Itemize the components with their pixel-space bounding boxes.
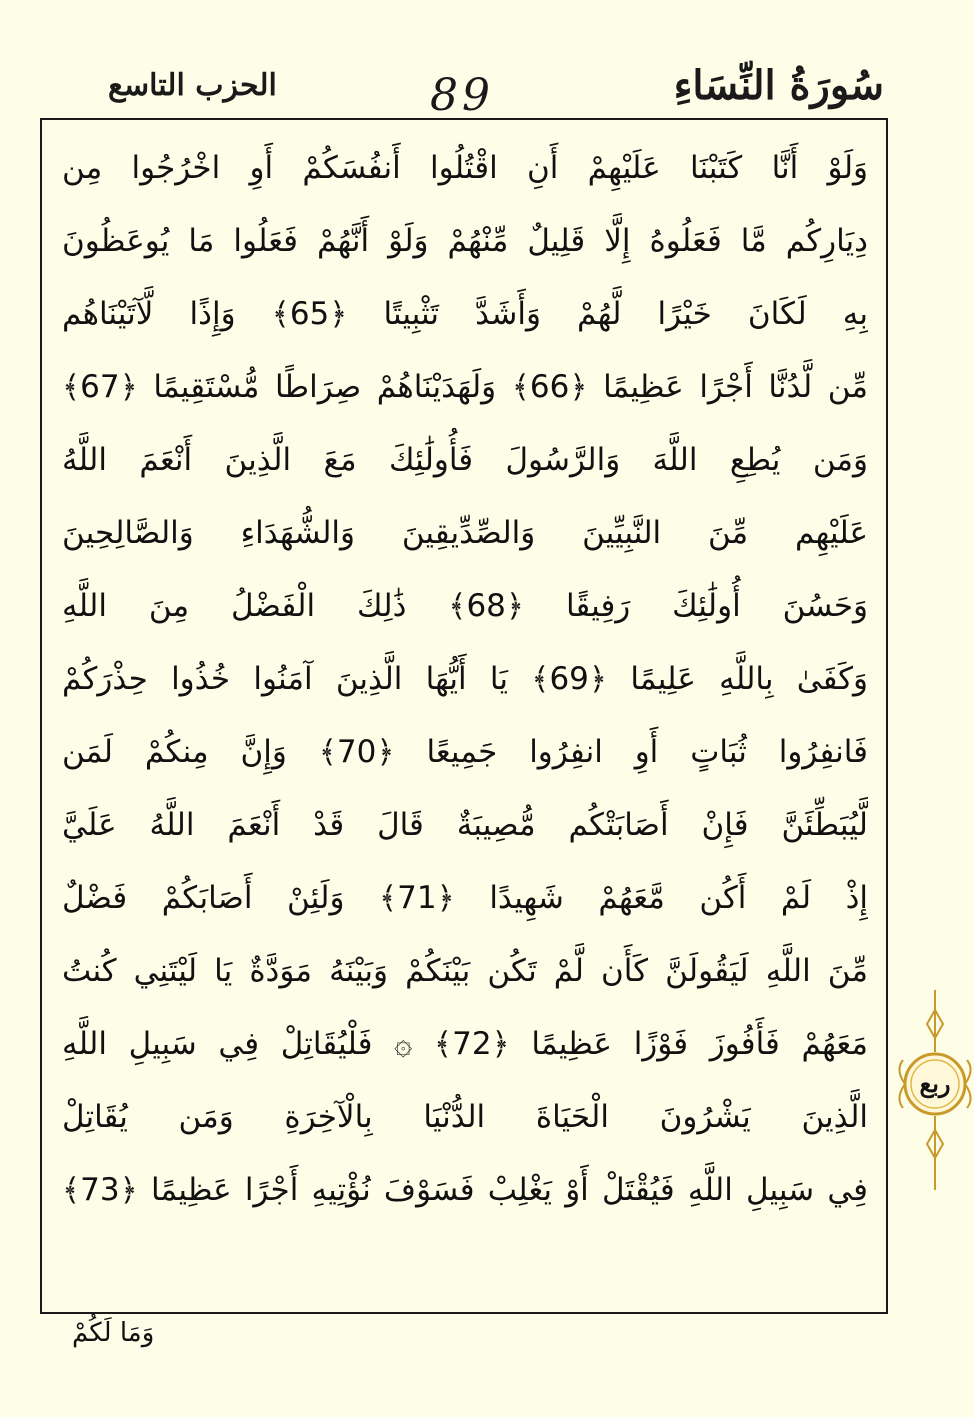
- page-header: [40, 62, 884, 121]
- verse-line: عَلَيْهِم مِّنَ النَّبِيِّينَ وَالصِّدِّيقِينَ وَالشُّهَدَاءِ وَالصَّالِحِينَ: [62, 515, 868, 551]
- verse-line: الَّذِينَ يَشْرُونَ الْحَيَاةَ الدُّنْيَا بِالْآخِرَةِ وَمَن يُقَاتِلْ: [62, 1099, 868, 1135]
- verse-line: فَانفِرُوا ثُبَاتٍ أَوِ انفِرُوا جَمِيعًا ﴿70﴾ وَإِنَّ مِنكُمْ لَمَن: [62, 734, 868, 770]
- verse-line: مِّن لَّدُنَّا أَجْرًا عَظِيمًا ﴿66﴾ وَلَهَدَيْنَاهُمْ صِرَاطًا مُّسْتَقِيمًا ﴿67﴾: [62, 369, 868, 405]
- page-number: 89: [430, 70, 494, 121]
- verse-lines: [62, 132, 868, 1227]
- verse-line: فِي سَبِيلِ اللَّهِ فَيُقْتَلْ أَوْ يَغْلِبْ فَسَوْفَ نُؤْتِيهِ أَجْرًا عَظِيمًا ﴿73﴾: [62, 1172, 868, 1208]
- catchword: وَمَا لَكُمْ: [72, 1318, 155, 1348]
- verse-line: مَعَهُمْ فَأَفُوزَ فَوْزًا عَظِيمًا ﴿72﴾ ۞ فَلْيُقَاتِلْ فِي سَبِيلِ اللَّهِ: [62, 1026, 868, 1062]
- verse-line: وَحَسُنَ أُولَٰئِكَ رَفِيقًا ﴿68﴾ ذَٰلِكَ الْفَضْلُ مِنَ اللَّهِ: [62, 588, 868, 624]
- verse-line: بِهِ لَكَانَ خَيْرًا لَّهُمْ وَأَشَدَّ تَثْبِيتًا ﴿65﴾ وَإِذًا لَّآتَيْنَاهُم: [62, 296, 868, 332]
- verse-line: مِّنَ اللَّهِ لَيَقُولَنَّ كَأَن لَّمْ تَكُن بَيْنَكُمْ وَبَيْنَهُ مَوَدَّةٌ يَا لَيْتَنِي كُنتُ: [62, 953, 868, 989]
- verse-line: إِذْ لَمْ أَكُن مَّعَهُمْ شَهِيدًا ﴿71﴾ وَلَئِنْ أَصَابَكُمْ فَضْلٌ: [62, 880, 868, 916]
- verse-line: لَّيُبَطِّئَنَّ فَإِنْ أَصَابَتْكُم مُّصِيبَةٌ قَالَ قَدْ أَنْعَمَ اللَّهُ عَلَيَّ: [62, 807, 868, 843]
- hizb-title: الحزب التاسع: [108, 68, 277, 103]
- rub-marker: [895, 990, 974, 1190]
- rub-label: ربع: [919, 1069, 951, 1098]
- verse-line: دِيَارِكُم مَّا فَعَلُوهُ إِلَّا قَلِيلٌ مِّنْهُمْ وَلَوْ أَنَّهُمْ فَعَلُوا مَا يُوعَظُونَ: [62, 223, 868, 259]
- verse-line: وَكَفَىٰ بِاللَّهِ عَلِيمًا ﴿69﴾ يَا أَيُّهَا الَّذِينَ آمَنُوا خُذُوا حِذْرَكُمْ: [62, 661, 868, 697]
- verse-line: وَمَن يُطِعِ اللَّهَ وَالرَّسُولَ فَأُولَٰئِكَ مَعَ الَّذِينَ أَنْعَمَ اللَّهُ: [62, 442, 868, 478]
- text-frame: [40, 118, 888, 1314]
- surah-title: سُورَةُ النِّسَاءِ: [673, 62, 884, 109]
- verse-line: وَلَوْ أَنَّا كَتَبْنَا عَلَيْهِمْ أَنِ اقْتُلُوا أَنفُسَكُمْ أَوِ اخْرُجُوا مِن: [62, 150, 868, 186]
